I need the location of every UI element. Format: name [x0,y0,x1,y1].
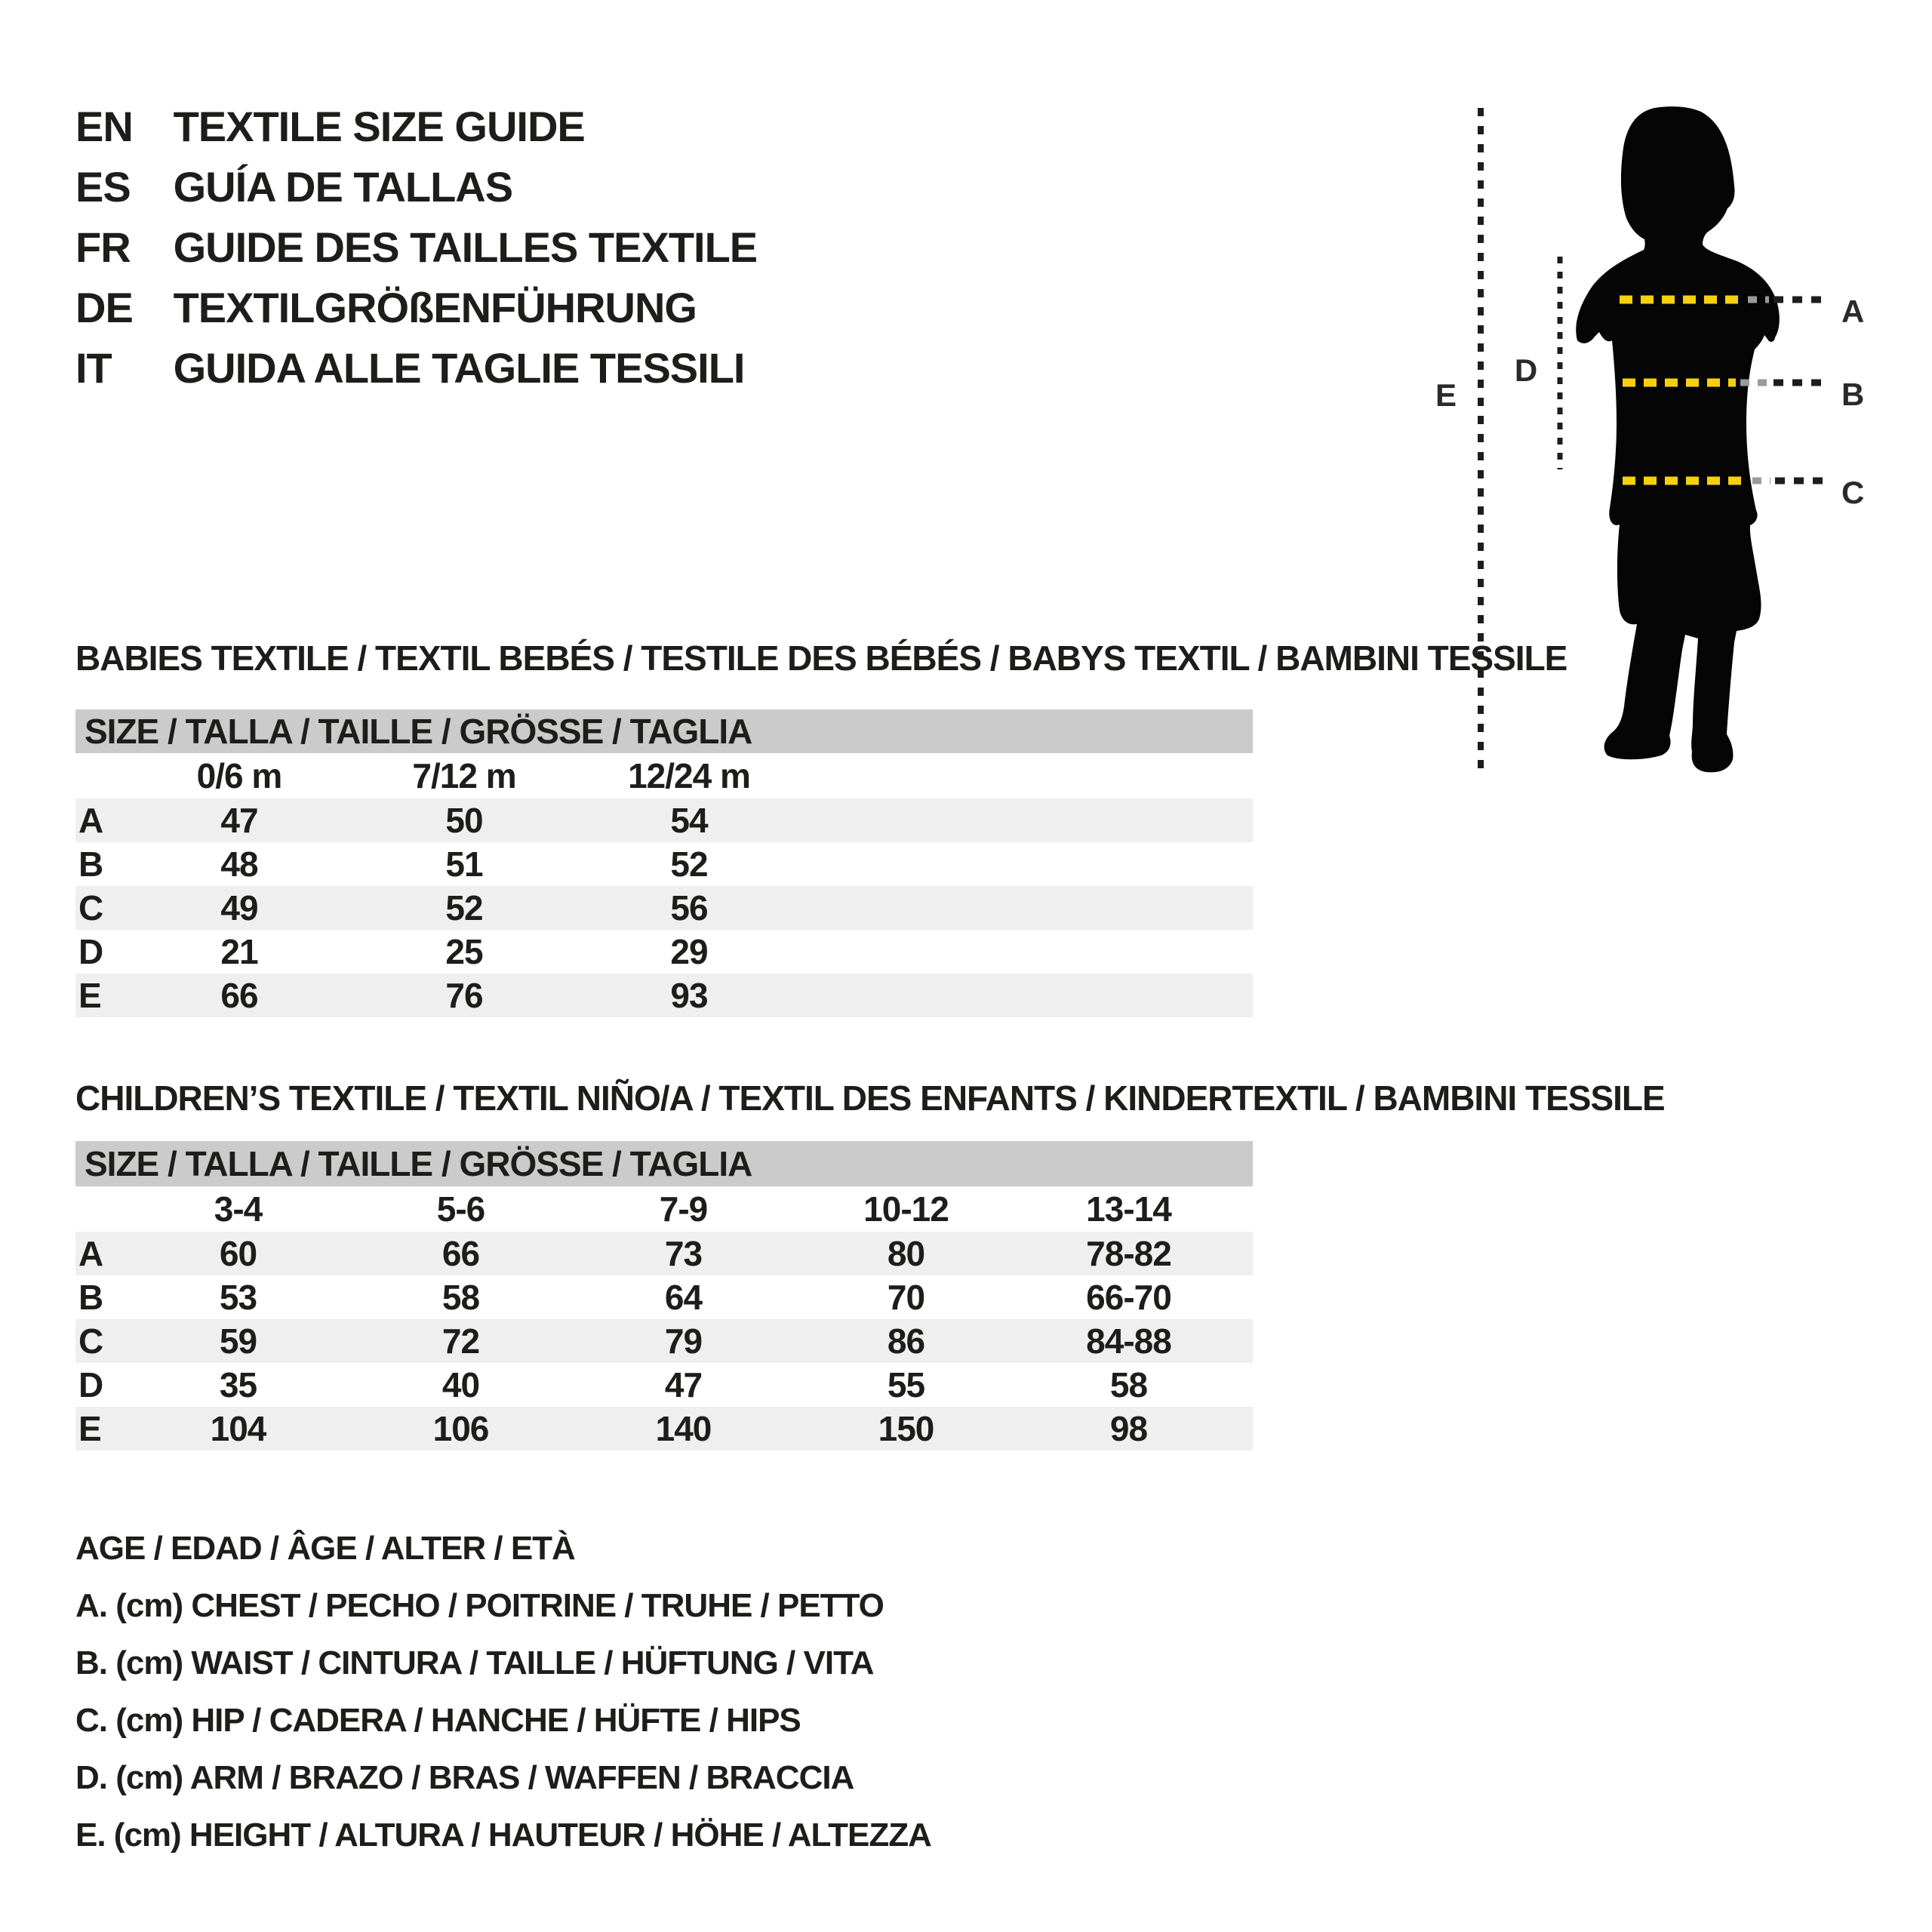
language-code: FR [75,223,131,271]
table-row [75,1407,1253,1451]
table-cell: 59 [219,1321,257,1361]
language-code: EN [75,103,133,150]
table-cell: 52 [670,844,708,884]
language-title: TEXTILE SIZE GUIDE [173,103,585,150]
size-bar: SIZE / TALLA / TAILLE / GRÖSSE / TAGLIA [75,709,1253,753]
table-row [75,1319,1253,1363]
language-row-de [75,278,757,338]
child-silhouette-icon [1576,106,1780,772]
table-cell: 58 [441,1278,480,1317]
filler [1240,1407,1253,1451]
row-label: E [78,1409,101,1448]
table-row [75,1232,1253,1275]
table-cell: 73 [664,1234,703,1273]
table-row [75,1275,1253,1319]
filler [801,842,1253,886]
table-cell: 47 [220,801,258,840]
corner-cell [75,753,127,798]
table-row [75,974,1253,1017]
table-cell: 50 [445,801,483,840]
table-cell: 66 [220,976,258,1015]
table-cell: 47 [664,1365,703,1404]
language-row-it [75,338,757,398]
legend-age: AGE / EDAD / ÂGE / ALTER / ETÀ [75,1530,575,1567]
language-title: GUIDE DES TAILLES TEXTILE [173,223,758,271]
babies-section-heading: BABIES TEXTILE / TEXTIL BEBÉS / TESTILE DES BÉBÉS / BABYS TEXTIL / BAMBINI TESSILE [75,638,1567,678]
row-label: C [78,888,103,928]
table-cell: 21 [220,932,258,971]
corner-cell [75,1186,127,1232]
table-cell: 150 [878,1409,934,1448]
table-cell: 55 [887,1365,925,1404]
size-bar: SIZE / TALLA / TAILLE / GRÖSSE / TAGLIA [75,1141,1253,1186]
table-cell: 64 [664,1278,703,1317]
table-cell: 66-70 [1086,1278,1171,1317]
column-header: 12/24 m [628,756,750,795]
filler [801,753,1253,798]
table-cell: 60 [219,1234,257,1273]
language-row-es [75,157,757,217]
measure-label-d: D [1514,352,1538,388]
table-row [75,842,1253,886]
measure-label-e: E [1435,377,1457,413]
row-label: B [78,1278,103,1317]
language-code: DE [75,284,133,331]
table-cell: 84-88 [1086,1321,1171,1361]
table-cell: 98 [1109,1409,1148,1448]
table-cell: 25 [445,932,483,971]
filler [1240,1363,1253,1407]
filler [801,974,1253,1017]
language-title: TEXTILGRÖßENFÜHRUNG [173,284,697,331]
column-header: 7-9 [659,1189,708,1229]
language-row-en [75,97,757,157]
table-cell: 86 [887,1321,925,1361]
row-label: B [78,844,103,884]
measure-label-a: A [1841,294,1865,329]
children-column-headers [75,1186,1253,1232]
table-cell: 48 [220,844,258,884]
table-row [75,930,1253,974]
table-cell: 106 [432,1409,489,1448]
children-size-table [75,1141,1253,1451]
language-header [75,97,757,398]
filler [1240,1319,1253,1363]
row-label: D [78,1365,103,1404]
table-cell: 104 [210,1409,266,1448]
legend-height: E. (cm) HEIGHT / ALTURA / HAUTEUR / HÖHE / ALTEZZA [75,1817,931,1854]
language-code: IT [75,344,112,392]
language-title: GUIDA ALLE TAGLIE TESSILI [173,344,745,392]
column-header: 5-6 [436,1189,485,1229]
column-header: 10-12 [863,1189,949,1229]
table-cell: 58 [1109,1365,1148,1404]
table-cell: 72 [441,1321,480,1361]
filler [801,886,1253,930]
filler [1240,1275,1253,1319]
measure-label-b: B [1841,377,1865,412]
column-header: 0/6 m [196,756,282,795]
table-cell: 93 [670,976,708,1015]
table-row [75,886,1253,930]
language-row-fr [75,217,757,278]
table-cell: 54 [670,801,708,840]
row-label: A [78,801,103,840]
row-label: D [78,932,103,971]
babies-column-headers [75,753,1253,798]
legend-hip: C. (cm) HIP / CADERA / HANCHE / HÜFTE / HIPS [75,1702,801,1739]
table-row [75,1363,1253,1407]
table-cell: 29 [670,932,708,971]
filler [1240,1186,1253,1232]
table-cell: 80 [887,1234,925,1273]
babies-size-table [75,709,1253,1017]
table-cell: 40 [441,1365,480,1404]
filler [1240,1232,1253,1275]
filler [801,798,1253,842]
measurement-legend [75,1520,931,1864]
table-cell: 53 [219,1278,257,1317]
table-cell: 49 [220,888,258,928]
table-cell: 70 [887,1278,925,1317]
filler [801,930,1253,974]
row-label: E [78,976,101,1015]
row-label: A [78,1234,103,1273]
language-code: ES [75,163,131,211]
table-cell: 78-82 [1086,1234,1171,1273]
table-cell: 76 [445,976,483,1015]
column-header: 3-4 [214,1189,263,1229]
row-label: C [78,1321,103,1361]
column-header: 13-14 [1086,1189,1171,1229]
language-title: GUÍA DE TALLAS [173,163,513,211]
children-section-heading: CHILDREN’S TEXTILE / TEXTIL NIÑO/A / TEXTIL DES ENFANTS / KINDERTEXTIL / BAMBINI TESSILE [75,1078,1665,1118]
legend-arm: D. (cm) ARM / BRAZO / BRAS / WAFFEN / BRACCIA [75,1759,854,1796]
table-cell: 35 [219,1365,257,1404]
table-cell: 52 [445,888,483,928]
table-cell: 66 [441,1234,480,1273]
legend-waist: B. (cm) WAIST / CINTURA / TAILLE / HÜFTUNG / VITA [75,1644,874,1681]
measurement-diagram [1396,45,1932,845]
table-cell: 79 [664,1321,703,1361]
measure-label-c: C [1841,475,1865,510]
table-cell: 56 [670,888,708,928]
table-cell: 51 [445,844,483,884]
table-cell: 140 [655,1409,712,1448]
table-row [75,798,1253,842]
legend-chest: A. (cm) CHEST / PECHO / POITRINE / TRUHE / PETTO [75,1587,884,1624]
column-header: 7/12 m [412,756,516,795]
